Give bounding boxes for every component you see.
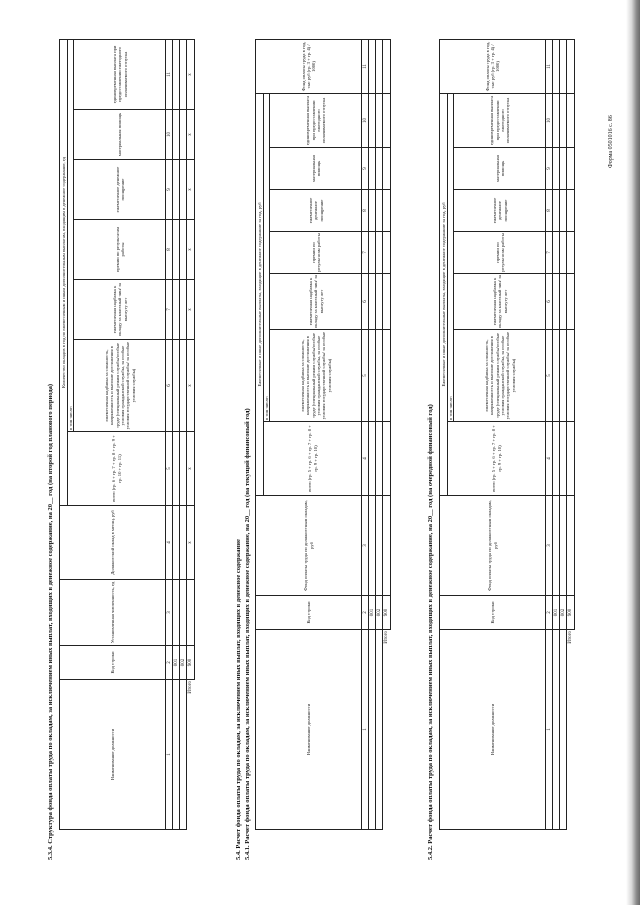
cell[interactable] (369, 232, 376, 274)
header-c8: ежемесячное денежное поощрение (454, 190, 546, 232)
col-number: 5 (166, 432, 173, 506)
header-c6: ежемесячная надбавка к окладу за классный чин/ за выслугу лет (270, 274, 362, 330)
cell-name[interactable] (376, 630, 383, 830)
cell[interactable] (180, 280, 187, 340)
header-c7: премии по результатам работы (270, 232, 362, 274)
cell[interactable] (560, 274, 567, 330)
total-x: x (187, 280, 195, 340)
cell[interactable] (180, 506, 187, 580)
header-name: Наименование должности (256, 630, 362, 830)
header-c7: ежемесячная надбавка к окладу за классный чин/ за выслугу лет (74, 280, 166, 340)
cell-code: 001 (369, 596, 376, 630)
cell[interactable] (567, 232, 575, 274)
col-number: 10 (546, 93, 553, 147)
col-number: 2 (362, 596, 369, 630)
cell[interactable] (553, 496, 560, 596)
col-number: 2 (546, 596, 553, 630)
rotated-content (47, 30, 627, 870)
cell[interactable] (553, 422, 560, 496)
total-label: Итого (188, 681, 194, 694)
header-fund: Фонд оплаты труда по должностным окладам, руб (256, 496, 362, 596)
cell[interactable] (180, 340, 187, 432)
cell[interactable] (567, 148, 575, 190)
scan-edge (626, 0, 640, 905)
col-number: 1 (546, 630, 553, 830)
cell[interactable] (560, 39, 567, 93)
cell[interactable] (369, 496, 376, 596)
cell[interactable] (173, 39, 180, 109)
header-c5: ежемесячная надбавка за сложность, напряженность и высокие достижения в труде (специальный режим службы/особые условия гражданской службы, за особые условия государственной службы/ за особые условия службы) (454, 330, 546, 422)
section-541-title: 5.4.1. Расчет фонда оплаты труда по окладам, за исключением иных выплат, входящих в денежное содержание, на 20__ год (на текущий финансовый год) (244, 408, 251, 860)
header-total: всего (гр. 5 + гр. 6 + гр. 7 + гр. 8 + гр. 9 + гр. 10) (264, 422, 362, 496)
col-number: 6 (362, 274, 369, 330)
section-542-title: 5.4.2. Расчет фонда оплаты труда по окладам, за исключением иных выплат, входящих в денежное содержание, на 20__ год (на очередной финансовый год) (427, 404, 434, 860)
cell[interactable] (383, 274, 391, 330)
cell[interactable] (369, 422, 376, 496)
table-row (376, 39, 383, 829)
col-number: 11 (166, 39, 173, 109)
cell-name[interactable] (553, 630, 560, 830)
total-x: x (187, 506, 195, 580)
header-c11: Фонд оплаты труда в год, тыс руб (гр. 3 + гр. 4) / 1000) (256, 39, 362, 93)
cell-code: 001 (173, 646, 180, 680)
cell[interactable] (173, 280, 180, 340)
cell[interactable] (567, 422, 575, 496)
total-x: x (187, 432, 195, 506)
cell[interactable] (369, 39, 376, 93)
header-c11: единовременная выплата при предоставлении ежегодного оплачиваемого отпуска (74, 39, 166, 109)
cell[interactable] (560, 232, 567, 274)
cell[interactable] (180, 160, 187, 220)
cell-name[interactable] (369, 630, 376, 830)
col-number: 7 (362, 232, 369, 274)
header-c8: ежемесячное денежное поощрение (270, 190, 362, 232)
total-label: Итого (568, 631, 574, 644)
header-c10: единовременная выплата при предоставлении ежегодного оплачиваемого отпуска (270, 93, 362, 147)
cell[interactable] (376, 39, 383, 93)
cell[interactable] (369, 274, 376, 330)
header-c8: премии по результатам работы (74, 220, 166, 280)
cell[interactable] (376, 190, 383, 232)
cell[interactable] (173, 160, 180, 220)
cell[interactable] (369, 330, 376, 422)
total-x: x (187, 160, 195, 220)
total-row (383, 39, 391, 829)
section-534-title: 5.3.4. Структура фонда оплаты труда по окладам, за исключением иных выплат, входящих в денежное содержание, на 20__ год (на второй год планового периода) (47, 383, 54, 860)
col-number: 3 (166, 580, 173, 646)
col-number: 8 (362, 190, 369, 232)
col-number: 5 (362, 330, 369, 422)
table-534 (59, 39, 195, 830)
cell[interactable] (376, 330, 383, 422)
cell[interactable] (369, 148, 376, 190)
total-code: 900 (567, 596, 575, 630)
cell[interactable] (567, 93, 575, 147)
cell[interactable] (180, 580, 187, 646)
section-54-title: 5.4. Расчет фонда оплаты труда по окладам, за исключением иных выплат, входящих в денежное содержание (235, 539, 242, 860)
header-total: всего (гр. 5 + гр. 6 + гр. 7 + гр. 8 + гр. 9 + гр. 10) (448, 422, 546, 496)
header-c9: материальная помощь (454, 148, 546, 190)
cell[interactable] (173, 580, 180, 646)
table-row (180, 39, 187, 829)
col-number: 5 (546, 330, 553, 422)
col-number: 4 (362, 422, 369, 496)
header-c9: материальная помощь (270, 148, 362, 190)
cell[interactable] (180, 220, 187, 280)
header-incl: в том числе: (68, 39, 74, 431)
cell-code: 002 (376, 596, 383, 630)
cell[interactable] (376, 274, 383, 330)
cell[interactable] (553, 274, 560, 330)
header-name: Наименование должности (440, 630, 546, 830)
total-x: x (187, 39, 195, 109)
cell-code: 001 (553, 596, 560, 630)
cell[interactable] (376, 232, 383, 274)
header-code: Код строки (440, 596, 546, 630)
col-number: 10 (362, 93, 369, 147)
cell[interactable] (173, 340, 180, 432)
cell-name[interactable] (173, 680, 180, 830)
col-number: 11 (546, 39, 553, 93)
cell[interactable] (567, 274, 575, 330)
column-numbers-row (546, 39, 553, 829)
cell[interactable] (383, 422, 391, 496)
header-c10: единовременная выплата при предоставлении ежегодного оплачиваемого отпуска (454, 93, 546, 147)
header-group: Ежемесячные и иные дополнительные выплаты, входящие в денежное содержание за год, руб (440, 93, 448, 495)
total-code: 900 (383, 596, 391, 630)
table-row (173, 39, 180, 829)
cell[interactable] (553, 148, 560, 190)
cell[interactable] (173, 110, 180, 160)
header-c6: ежемесячная надбавка за сложность, напряженность и высокие достижения в труде (специальный режим службы/особые условия гражданской службы, за особые условия государственной службы/ за особые условия службы) (74, 340, 166, 432)
cell[interactable] (173, 220, 180, 280)
header-name: Наименование должности (60, 680, 166, 830)
header-incl: в том числе: (264, 93, 270, 421)
cell[interactable] (560, 496, 567, 596)
cell[interactable] (567, 496, 575, 596)
cell[interactable] (180, 39, 187, 109)
col-number: 10 (166, 110, 173, 160)
total-x: x (187, 110, 195, 160)
cell[interactable] (383, 190, 391, 232)
col-number: 4 (546, 422, 553, 496)
cell[interactable] (383, 39, 391, 93)
header-units: Установленная численность, ед (60, 580, 166, 646)
cell[interactable] (383, 148, 391, 190)
table-row (369, 39, 376, 829)
cell[interactable] (560, 330, 567, 422)
cell-code: 002 (180, 646, 187, 680)
header-c10: материальная помощь (74, 110, 166, 160)
col-number: 8 (546, 190, 553, 232)
table-541 (255, 39, 391, 830)
cell[interactable] (173, 432, 180, 506)
col-number: 11 (362, 39, 369, 93)
cell-code: 002 (560, 596, 567, 630)
col-number: 9 (546, 148, 553, 190)
col-number: 8 (166, 220, 173, 280)
total-row (187, 39, 195, 829)
header-total: всего (гр. 6 + гр. 7 + гр. 8 + гр. 9 + гр. 10 + гр. 11) (68, 432, 166, 506)
cell[interactable] (383, 93, 391, 147)
cell[interactable] (369, 93, 376, 147)
table-row (553, 39, 560, 829)
col-number: 7 (166, 280, 173, 340)
col-number: 6 (166, 340, 173, 432)
header-incl: в том числе: (448, 93, 454, 421)
cell[interactable] (560, 190, 567, 232)
cell[interactable] (567, 190, 575, 232)
cell[interactable] (383, 232, 391, 274)
cell[interactable] (376, 93, 383, 147)
header-code: Код строки (60, 646, 166, 680)
cell[interactable] (567, 330, 575, 422)
col-number: 9 (362, 148, 369, 190)
cell[interactable] (553, 190, 560, 232)
header-c11: Фонд оплаты труда в год, тыс руб (гр. 3 + гр. 4) / 1000) (440, 39, 546, 93)
header-c7: премии по результатам работы (454, 232, 546, 274)
column-numbers-row (362, 39, 369, 829)
column-numbers-row (166, 39, 173, 829)
col-number: 7 (546, 232, 553, 274)
header-c5: ежемесячная надбавка за сложность, напряженность и высокие достижения в труде (специальный режим службы/особые условия гражданской службы, за особые условия государственной службы/ за особые условия службы) (270, 330, 362, 422)
header-code: Код строки (256, 596, 362, 630)
cell[interactable] (187, 580, 195, 646)
col-number: 3 (362, 496, 369, 596)
cell[interactable] (173, 506, 180, 580)
col-number: 4 (166, 506, 173, 580)
table-row (560, 39, 567, 829)
cell[interactable] (553, 232, 560, 274)
header-c9: ежемесячное денежное поощрение (74, 160, 166, 220)
cell[interactable] (383, 330, 391, 422)
cell[interactable] (553, 93, 560, 147)
cell[interactable] (553, 330, 560, 422)
header-fund: Фонд оплаты труда по должностным окладам, руб (440, 496, 546, 596)
header-c6: ежемесячная надбавка к окладу за классный чин/ за выслугу лет (454, 274, 546, 330)
cell[interactable] (560, 93, 567, 147)
col-number: 3 (546, 496, 553, 596)
cell[interactable] (180, 432, 187, 506)
cell[interactable] (567, 39, 575, 93)
col-number: 1 (362, 630, 369, 830)
total-x: x (187, 340, 195, 432)
cell-name[interactable] (560, 630, 567, 830)
cell-name[interactable] (180, 680, 187, 830)
total-x: x (187, 220, 195, 280)
col-number: 1 (166, 680, 173, 830)
form-code-text: Форма 0501016 с. 86 (608, 115, 614, 168)
header-salary: Должностной оклад в месяц, руб (60, 506, 166, 580)
header-count-group: Количество окладов в год по ежемесячным и иным дополнительным выплатам, входящим в денежное содержание, ед (60, 39, 68, 505)
cell[interactable] (376, 422, 383, 496)
header-group: Ежемесячные и иные дополнительные выплаты, входящие в денежное содержание за год, руб (256, 93, 264, 495)
cell[interactable] (376, 148, 383, 190)
cell[interactable] (553, 39, 560, 93)
cell[interactable] (369, 190, 376, 232)
table-542 (439, 39, 575, 830)
col-number: 6 (546, 274, 553, 330)
col-number: 2 (166, 646, 173, 680)
cell[interactable] (383, 496, 391, 596)
total-code: 900 (187, 646, 195, 680)
col-number: 9 (166, 160, 173, 220)
cell[interactable] (560, 422, 567, 496)
cell[interactable] (376, 496, 383, 596)
cell[interactable] (180, 110, 187, 160)
total-row (567, 39, 575, 829)
total-label: Итого (384, 631, 390, 644)
cell[interactable] (560, 148, 567, 190)
